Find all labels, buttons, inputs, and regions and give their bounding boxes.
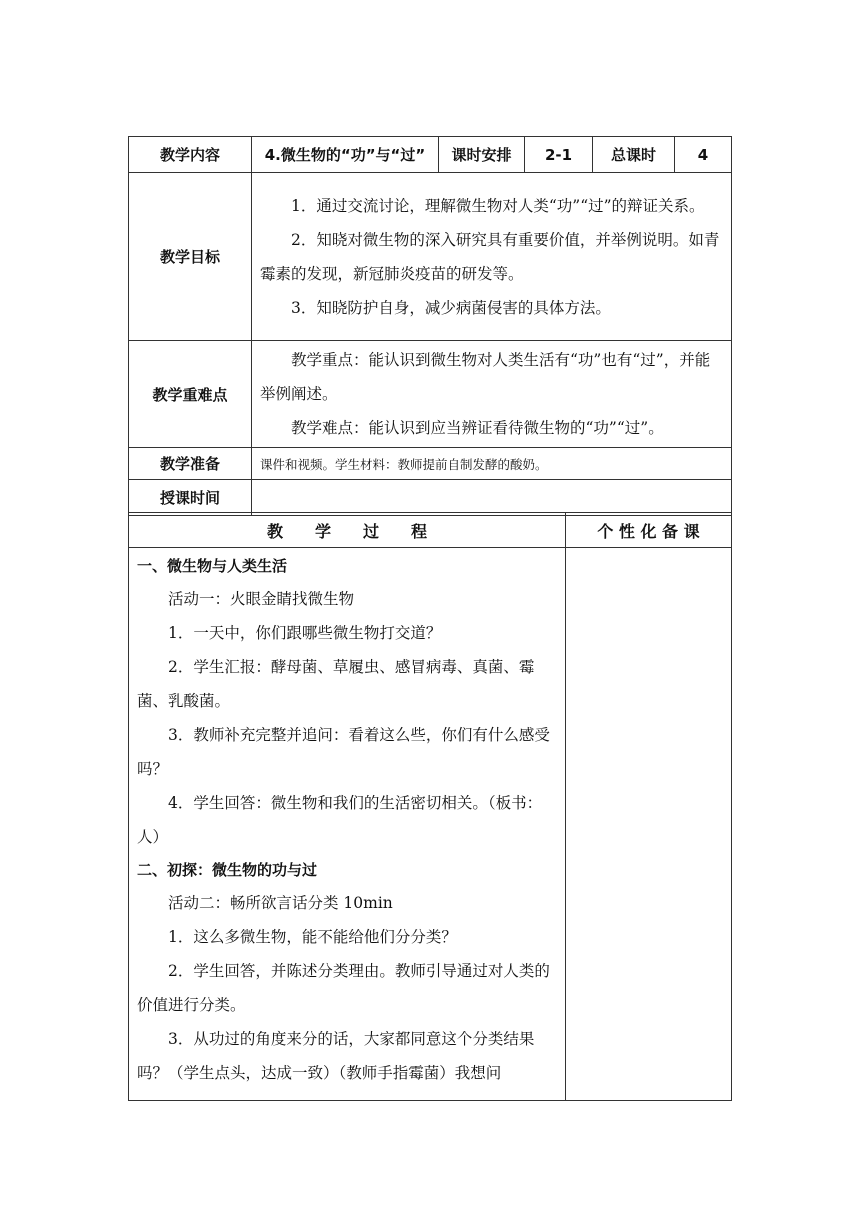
total-label: 总课时: [593, 137, 675, 173]
process-content: [129, 548, 566, 1101]
schedule-label: 课时安排: [439, 137, 525, 173]
lesson-info-table: [128, 136, 732, 516]
key-points-content: [252, 341, 732, 448]
process-item: 4．学生回答：微生物和我们的生活密切相关。（板书：人）: [137, 794, 543, 846]
schedule-value: 2-1: [525, 137, 593, 173]
goal-item: 2．知晓对微生物的深入研究具有重要价值，并举例说明。如青霉素的发现，新冠肺炎疫苗的研发等。: [260, 230, 720, 283]
key-point-item: 教学难点：能认识到应当辨证看待微生物的“功”“过”。: [291, 419, 664, 437]
content-value: 4.微生物的“功”与“过”: [252, 137, 439, 173]
personal-prep-header: 个 性 化 备 课: [566, 513, 732, 548]
goals-content: [252, 173, 732, 341]
time-label: 授课时间: [129, 480, 252, 516]
personal-prep-content: [566, 548, 732, 1101]
process-item: 活动二：畅所欲言话分类 10min: [168, 894, 393, 912]
process-item: 1．这么多微生物，能不能给他们分分类？: [168, 928, 457, 946]
goals-label: 教学目标: [129, 173, 252, 341]
process-item: 2．学生回答，并陈述分类理由。教师引导通过对人类的价值进行分类。: [137, 962, 550, 1014]
key-points-label: 教学重难点: [129, 341, 252, 448]
total-value: 4: [675, 137, 732, 173]
content-label: 教学内容: [129, 137, 252, 173]
process-header: 教 学 过 程: [129, 513, 566, 548]
process-item: 3．从功过的角度来分的话，大家都同意这个分类结果吗？（学生点头，达成一致）（教师手指霉菌）我想问: [137, 1030, 535, 1082]
goal-item: 1．通过交流讨论，理解微生物对人类“功”“过”的辩证关系。: [291, 196, 705, 215]
key-point-item: 教学重点：能认识到微生物对人类生活有“功”也有“过”，并能举例阐述。: [260, 351, 711, 403]
section-title: 二、初探：微生物的功与过: [137, 861, 318, 879]
time-value: [252, 480, 732, 516]
process-item: 1．一天中，你们跟哪些微生物打交道？: [168, 624, 442, 642]
process-item: 3．教师补充完整并追问：看着这么些，你们有什么感受吗？: [137, 726, 550, 778]
goal-item: 3．知晓防护自身，减少病菌侵害的具体方法。: [291, 298, 611, 317]
process-item: 活动一：火眼金睛找微生物: [168, 590, 355, 608]
process-table: [128, 512, 732, 1101]
preparation-value: 课件和视频。学生材料：教师提前自制发酵的酸奶。: [252, 448, 732, 480]
preparation-label: 教学准备: [129, 448, 252, 480]
process-item: 2．学生汇报：酵母菌、草履虫、感冒病毒、真菌、霉菌、乳酸菌。: [137, 658, 535, 710]
section-title: 一、微生物与人类生活: [137, 557, 288, 575]
